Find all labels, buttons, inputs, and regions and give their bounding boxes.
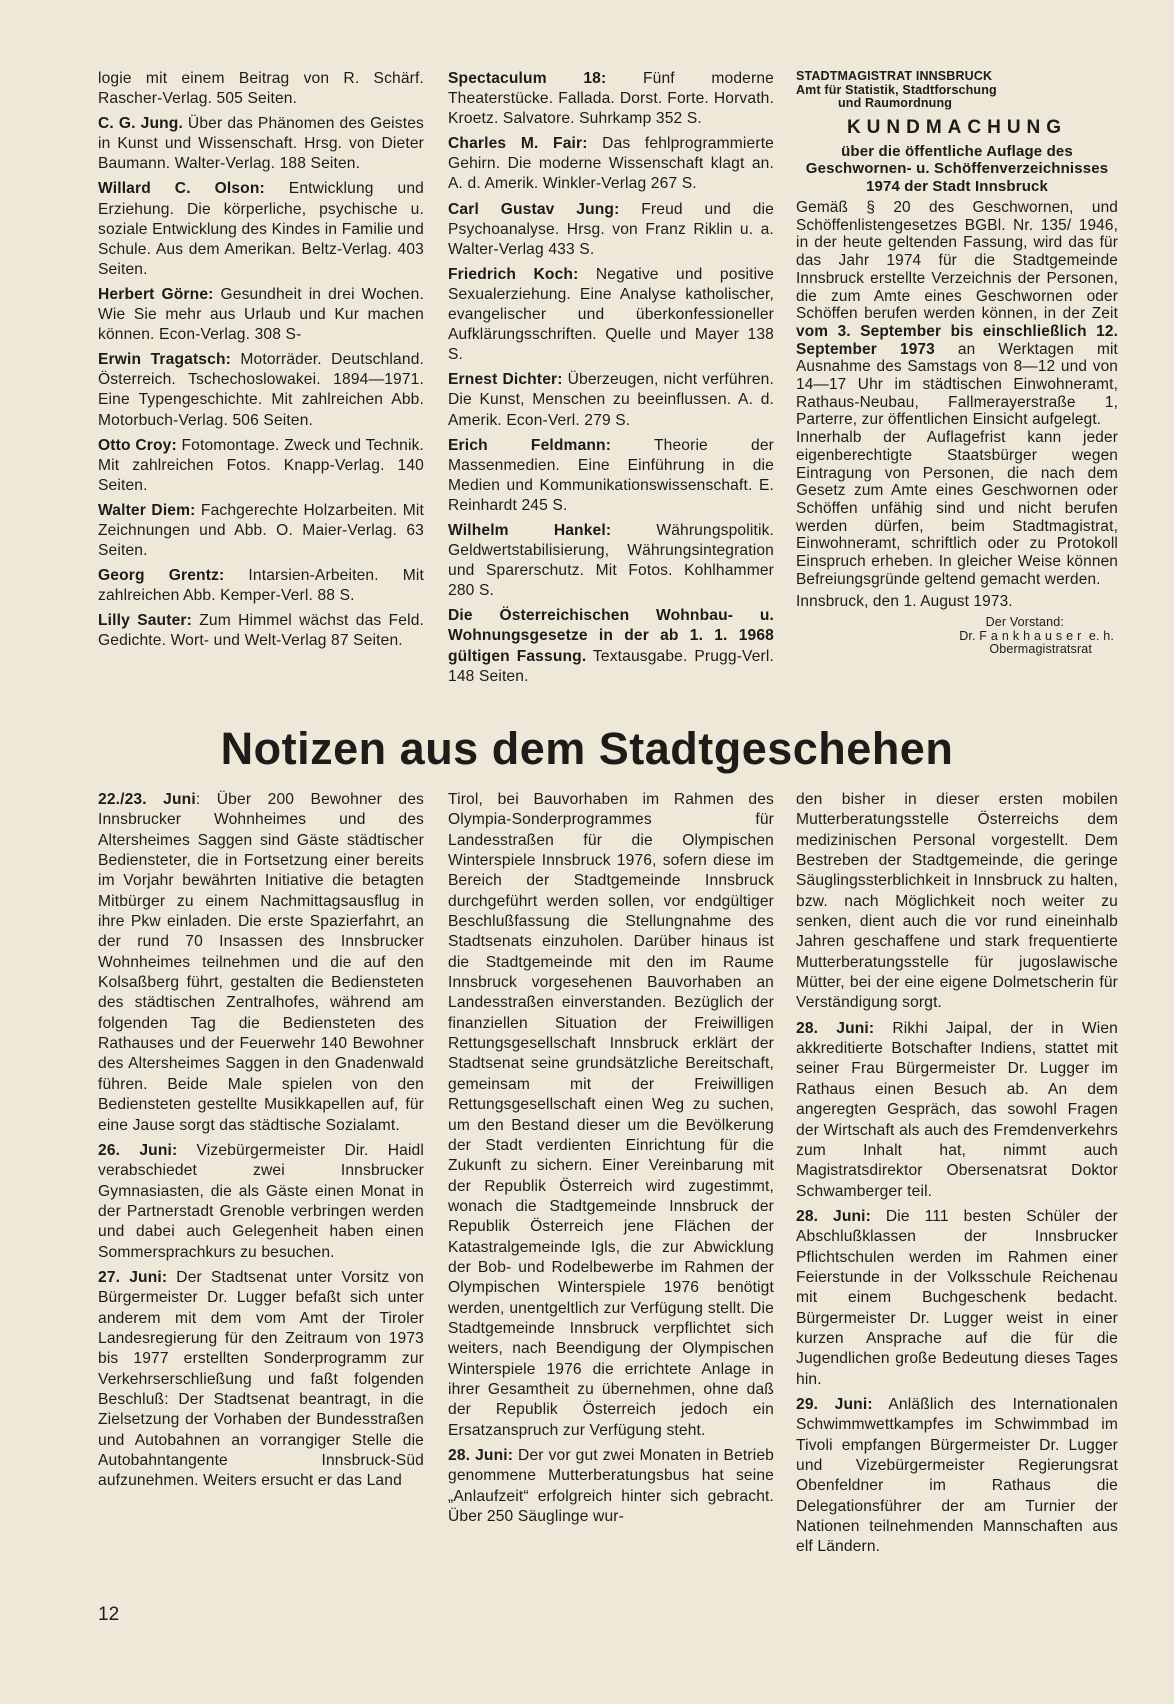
notice-body-text: Gemäß § 20 des Geschwornen, und Schöffenlistengesetzes BGBl. Nr. 135/ 1946, in der heute geltenden Fassung, wird das für das Jahr 1974 für die Stadtgemeinde Innsbruck erstellte Verzeichnis der Personen, die zum Amte eines Geschwornen oder Schöffen berufen werden können, in der Zeit [796,199,1118,323]
notice-signature [796,616,1118,657]
signature-suffix: e. h. [1088,628,1114,643]
entry [796,1207,1118,1390]
entry-author: Erwin Tragatsch: [98,351,231,369]
entry-text: Freud und die Psychoanalyse. Hrsg. von Franz Riklin u. a. Walter-Verlag 433 S. [448,200,774,258]
entry-author: C. G. Jung. [98,115,183,133]
entry-text: Vizebürgermeister Dir. Haidl verabschiedet zwei Innsbrucker Gymnasiasten, die als Gäste einen Monat in der Partnerstadt Grenoble verbringen werden und dabei auch Gelegenheit haben einen Sommersprachkurs zu besuchen. [98,1141,424,1261]
chronicle-continuation: den bisher in dieser ersten mobilen Mutterberatungsstelle Österreichs dem medizinischen Personal vorgestellt. Dem Bestreben der Stadtgemeinde, die geringe Säuglingssterblichkeit in Innsbruck zu halten, bzw. nach Möglichkeit noch weiter zu senken, dient auch die vor rund eineinhalb Jahren geschaffene und stark frequentierte Mutterberatungsstelle für jugoslawische Mütter, bei der eine eigene Dolmetscherin für Verständigung sorgt. [796,791,1118,1012]
entry [98,436,424,496]
entry-date: 26. Juni: [98,1141,178,1159]
page-number: 12 [98,1604,120,1625]
entry-date: 22./23. Juni [98,791,196,808]
entry [98,566,424,606]
notice-body [796,199,1118,588]
notice-body-dates: vom 3. September bis einschließlich 12. September 1973 [796,322,1118,358]
notice-body-text: an Werktagen mit Ausnahme des Samstags von 8—12 und von 14—17 Uhr im städtischen Einwohneramt, Rathaus-Neubau, Fallmerayerstraße 1, Parterre, zur öffentlichen Einsicht aufgelegt. [796,340,1118,429]
entry [98,1141,424,1263]
entry-author: Carl Gustav Jung: [448,200,620,218]
entry [448,1446,774,1527]
entry-author: Ernest Dichter: [448,371,563,389]
entry-author: Friedrich Koch: [448,265,579,283]
entry-text: Intarsien-Arbeiten. Mit zahlreichen Abb. Kemper-Verl. 88 S. [98,567,424,605]
entry-date: 28. Juni: [796,1019,875,1037]
book-list-column-1 [98,69,424,657]
signature-name: Fankhauser [979,628,1086,643]
entry [98,285,424,345]
chronicle-entries [98,790,424,1492]
entry [98,114,424,174]
entry-text: Der Stadtsenat unter Vorsitz von Bürgermeister Dr. Lugger befaßt sich unter anderem mit dem vom Amt der Tiroler Landesregierung für den Zeitraum von 1973 bis 1977 erstellten Sonderprogramm zur Verkehrserschließung und faßt folgenden Beschluß: Der Stadtsenat beantragt, in die Zielsetzung der Vorhaben der Bundesstraßen und Autobahnen an vorrangiger Stelle die Autobahntangente Innsbruck-Süd aufzunehmen. Weiters ersucht er das Land [98,1268,425,1490]
book-list-column-2 [448,69,774,692]
entry-text: : Über 200 Bewohner des Innsbrucker Wohnheimes und des Altersheimes Saggen sind Gäste städtischer Bediensteter, die in Fortsetzung einer bereits im Vorjahr bewährten Initiative die betagten Mitbürger zu einem Nachmittagsausflug in ihre Pkw einladen. Die erste Spazierfahrt, an der rund 70 Insassen des Innsbrucker Wohnheimes teilnehmen und die auf den Kolsaßberg führt, gestalten die Bediensteten des städtischen Zentralhofes, während am folgenden Tag die Bediensteten des Rathauses und der Feuerwehr 140 Bewohner des Altersheimes Saggen in den Gnadenwald führen. Beide Male spielen von den Bediensteten gestellte Musikkapellen auf, für eine Jause sorgt das städtische Sozialamt. [98,791,424,1134]
chronicle-column-1 [98,790,424,1497]
book-entries [98,114,424,651]
notice-issuer [796,70,1118,111]
chronicle-entries [796,1019,1118,1558]
entry [98,1268,424,1492]
signature-prefix: Dr. [959,628,976,643]
entry-text: Theorie der Massenmedien. Eine Einführung in die Medien und Kommunikationswissenschaft. E. Reinhardt 245 S. [448,436,775,514]
entry-text: Die 111 besten Schüler der Abschlußklassen der Innsbrucker Pflichtschulen werden im Rahmen einer Feierstunde in der Volksschule Reichenau mit einem Buchgeschenk bedacht. Bürgermeister Dr. Lugger weist in einer kurzen Ansprache auf die für die Jugendlichen große Bedeutung dieses Tages hin. [796,1207,1118,1388]
issuer-line: Amt für Statistik, Stadtforschung [796,82,997,97]
chronicle-entries [448,1446,774,1527]
notice-title: KUNDMACHUNG [846,116,1068,138]
entry-text: Fotomontage. Zweck und Technik. Mit zahlreichen Fotos. Knapp-Verlag. 140 Seiten. [98,436,425,494]
entry-text: Motorräder. Deutschland. Österreich. Tschechoslowakei. 1894—1971. Eine Typengeschichte. Mit zahlreichen Abb. Motorbuch-Verlag. 506 Seiten. [98,351,424,429]
entry-date: 28. Juni: [448,1447,514,1464]
entry [98,501,424,561]
entry-author: Erich Feldmann: [448,436,612,454]
entry [448,370,774,430]
chronicle-column-2 [448,790,774,1532]
entry-text: Fachgerechte Holzarbeiten. Mit Zeichnungen und Abb. O. Maier-Verlag. 63 Seiten. [98,501,424,560]
entry-text: Überzeugen, nicht verführen. Die Kunst, Menschen zu beeinflussen. A. d. Amerik. Econ-Verl. 279 S. [448,371,774,429]
entry-text: Negative und positive Sexualerziehung. Eine Analyse katholischer, evangelischer und überkonfessioneller Aufklärungsschriften. Quelle und Mayer 138 S. [448,265,775,364]
entry-text: Währungspolitik. Geldwertstabilisierung, Währungsintegration und Sparerschutz. Mit Fotos. Kohlhammer 280 S. [448,521,774,600]
issuer-line: STADTMAGISTRAT INNSBRUCK [796,69,993,83]
entry-author: Willard C. Olson: [98,180,265,198]
section-headline: Notizen aus dem Stadtgeschehen [220,723,954,774]
entry [98,790,424,1136]
entry-text: Zum Himmel wächst das Feld. Gedichte. Wort- und Welt-Verlag 87 Seiten. [98,612,425,650]
entry [796,1395,1118,1558]
entry-author: Otto Croy: [98,436,177,454]
chronicle-column-3 [796,790,1118,1563]
entry-text: Der vor gut zwei Monaten in Betrieb genommene Mutterberatungsbus hat seine „Anlaufzeit“ erfolgreich hinter sich gebracht. Über 250 Säuglinge wur- [448,1447,775,1526]
book-entry-continuation: logie mit einem Beitrag von R. Schärf. Rascher-Verlag. 505 Seiten. [98,70,424,108]
entry-author: Die Österreichischen Wohnbau- u. Wohnungsgesetze in der ab 1. 1. 1968 gültigen Fassung. [448,607,774,665]
entry [796,1019,1118,1202]
entry-text: Textausgabe. Prugg-Verl. 148 Seiten. [448,647,774,685]
entry [448,265,774,365]
entry-author: Spectaculum 18: [448,70,607,87]
notice-subtitle: über die öffentliche Auflage des Geschwornen- u. Schöffenverzeichnisses 1974 der Stadt Innsbruck [805,142,1109,195]
signature-name-line [796,630,1114,644]
entry-author: Charles M. Fair: [448,135,588,153]
issuer-line: und Raumordnung [838,96,953,110]
entry-text: Anläßlich des Internationalen Schwimmwettkampfes im Schwimmbad im Tivoli empfangen Bürgermeister Dr. Lugger und Vizebürgermeister Regierungsrat Obenfeldner im Rathaus die Delegationsführer der am Turnier der Nationen teilnehmenden Mannschaften aus elf Ländern. [796,1395,1118,1556]
entry-author: Walter Diem: [98,501,196,519]
entry-date: 29. Juni: [796,1395,873,1413]
entry-author: Herbert Görne: [98,285,214,303]
entry [448,134,774,194]
entry-text: Über das Phänomen des Geistes in Kunst und Wissenschaft. Hrsg. von Dieter Baumann. Walter-Verlag. 188 Seiten. [98,115,424,173]
entry-author: Wilhelm Hankel: [448,521,612,539]
entry [98,611,424,651]
entry-text: Das fehlprogrammierte Gehirn. Die moderne Wissenschaft klagt an. A. d. Amerik. Winkler-Verlag 267 S. [448,135,774,193]
official-notice [796,70,1118,657]
entry [98,179,424,279]
entry-text: Gesundheit in drei Wochen. Wie Sie mehr aus Urlaub und Kur machen können. Econ-Verlag. 308 S- [98,285,424,344]
entry [448,436,774,516]
entry-author: Georg Grentz: [98,567,225,585]
notice-place-date: Innsbruck, den 1. August 1973. [796,593,1013,611]
signature-title: Obermagistratsrat [989,642,1092,657]
notice-body-text: Innerhalb der Auflagefrist kann jeder eigenberechtigte Staatsbürger wegen Eintragung von Personen, die nach dem Gesetz zum Amte eines Geschwornen oder Schöffen unfähig sind und nicht berufen werden dürfen, beim Stadtmagistrat, Einwohneramt, schriftlich oder zu Protokoll Einspruch erheben. In gleicher Weise können Befreiungsgründe geltend gemacht werden. [796,429,1118,588]
entry-author: Lilly Sauter: [98,612,192,630]
entry-text: Fünf moderne Theaterstücke. Fallada. Dorst. Forte. Horvath. Kroetz. Salvatore. Suhrkamp 352 S. [448,70,774,128]
signature-role: Der Vorstand: [985,615,1064,630]
entry-date: 28. Juni: [796,1207,871,1225]
entry [448,606,774,686]
entry [448,69,774,129]
entry [98,350,424,430]
chronicle-continuation: Tirol, bei Bauvorhaben im Rahmen des Olympia-Sonderprogrammes für Landesstraßen für die Olympischen Winterspiele Innsbruck 1976, sofern diese im Bereich der Stadtgemeinde Innsbruck durchgeführt werden sollen, vor endgültiger Beschlußfassung die Stellungnahme des Stadtsenats einzuholen. Darüber hinaus ist die Stadtgemeinde mit den im Raume Innsbruck vorgesehenen Bauvorhaben an Landesstraßen einverstanden. Bezüglich der finanziellen Situation der Freiwilligen Rettungsgesellschaft Innsbruck erklärt der Stadtsenat seine grundsätzliche Bereitschaft, gemeinsam mit der Freiwilligen Rettungsgesellschaft einen Weg zu suchen, um den Bestand dieser um die Bevölkerung der Stadt verdienten Einrichtung für die Zukunft zu sichern. Einer Vereinbarung mit der Republik Österreich wird zugestimmt, wonach die Stadtgemeinde Innsbruck der Republik Österreich jene Flächen der Katastralgemeinde Igls, die zur Abwicklung der Bob- und Rodelbewerbe im Rahmen der Olympischen Winterspiele 1976 benötigt werden, unentgeltlich zur Verfügung stellt. Die Stadtgemeinde Innsbruck verpflichtet sich weiters, nach Beendigung der Olympischen Winterspiele 1976 die errichtete Anlage in ihrer Gesamtheit zu übernehmen, ohne daß der Republik Österreich jedoch ein Ersatzanspruch zur Verfügung steht. [448,791,774,1439]
entry-date: 27. Juni: [98,1268,168,1286]
entry-text: Rikhi Jaipal, der in Wien akkreditierte Botschafter Indiens, stattet mit seiner Frau Bürgermeister Dr. Lugger im Rathaus einen Besuch ab. An dem angeregten Gespräch, das sowohl Fragen der Wirtschaft als auch des Fremdenverkehrs zum Inhalt hat, nimmt auch Magistratsdirektor Obersenatsrat Doktor Schwamberger teil. [796,1019,1119,1200]
entry [448,200,774,260]
entry-text: Entwicklung und Erziehung. Die körperliche, psychische u. soziale Entwicklung des Kindes in Familie und Schule. Aus dem Amerikan. Beltz-Verlag. 403 Seiten. [98,180,425,278]
book-entries [448,69,774,687]
entry [448,521,774,601]
